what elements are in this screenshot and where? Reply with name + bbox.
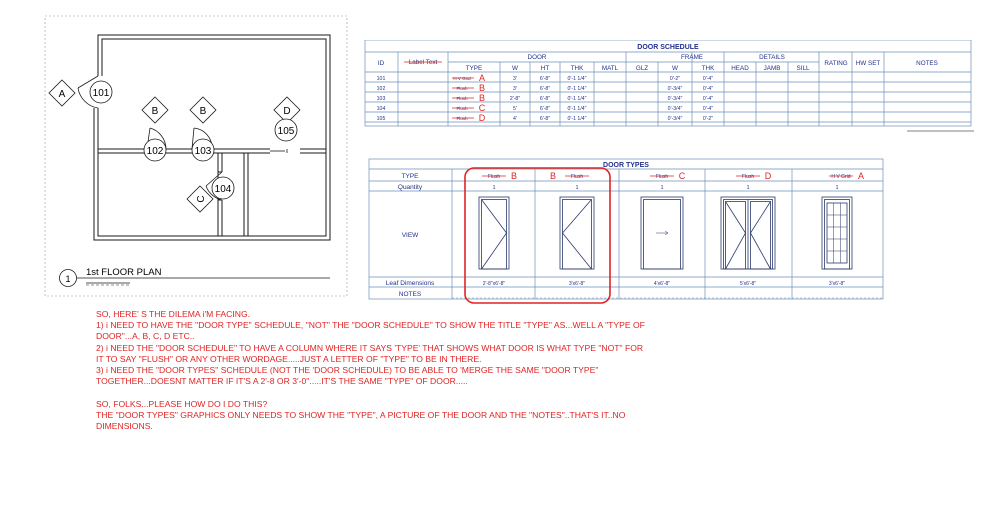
cell-w: 5' bbox=[513, 106, 517, 112]
door-tag-b-102-label: B bbox=[151, 106, 159, 117]
door-elevation bbox=[822, 197, 852, 269]
leaf-dimension: 3'x6'-8" bbox=[568, 281, 586, 287]
door-number-103[interactable] bbox=[192, 139, 214, 161]
type-name: Flush bbox=[741, 174, 755, 180]
door-tag-b-103-label: B bbox=[199, 106, 207, 117]
door-tag-c[interactable] bbox=[187, 186, 213, 212]
cell-type: H V Grid bbox=[453, 76, 471, 81]
cell-id: 101 bbox=[376, 76, 386, 82]
cell-thk: 0'-1 1/4" bbox=[567, 96, 587, 102]
door-types-title: DOOR TYPES bbox=[603, 162, 649, 169]
type-quantity: 1 bbox=[835, 185, 839, 191]
schedule-row[interactable] bbox=[377, 103, 714, 113]
cell-ht: 6'-8" bbox=[539, 106, 551, 112]
cell-type-letter: C bbox=[478, 103, 486, 113]
cell-type-letter: B bbox=[478, 93, 486, 103]
door-number-103-label: 103 bbox=[194, 146, 212, 157]
leaf-dimension: 4'x6'-8" bbox=[653, 281, 671, 287]
col-notes: NOTES bbox=[916, 60, 938, 67]
cell-thk: 0'-1 1/4" bbox=[567, 106, 587, 112]
col-sill: SILL bbox=[796, 65, 810, 72]
col-frame-thk: THK bbox=[701, 65, 715, 72]
cell-frame-w: 0'-2" bbox=[669, 76, 681, 82]
group-details: DETAILS bbox=[759, 54, 785, 61]
cell-id: 103 bbox=[376, 96, 386, 102]
row-label-type: TYPE bbox=[401, 173, 419, 180]
cell-ht: 6'-8" bbox=[539, 76, 551, 82]
question-notes bbox=[96, 309, 736, 432]
cell-frame-w: 0'-3/4" bbox=[667, 116, 683, 122]
leaf-dimension: 2'-8"x6'-8" bbox=[482, 281, 506, 287]
cell-frame-thk: 0'-4" bbox=[702, 86, 714, 92]
col-glz: GLZ bbox=[635, 65, 649, 72]
cell-thk: 0'-1 1/4" bbox=[567, 86, 587, 92]
schedule-row[interactable] bbox=[377, 93, 714, 103]
door-schedule-title: DOOR SCHEDULE bbox=[637, 44, 699, 51]
cell-type: Flush bbox=[456, 86, 468, 91]
cell-type: Flush bbox=[456, 96, 468, 101]
door-type-columns bbox=[479, 171, 864, 287]
cell-w: 3' bbox=[513, 76, 517, 82]
door-number-101-label: 101 bbox=[92, 88, 110, 99]
cell-frame-w: 0'-3/4" bbox=[667, 96, 683, 102]
view-title-text: 1st FLOOR PLAN bbox=[86, 267, 162, 278]
leaf-dimension: 5'x6'-8" bbox=[739, 281, 757, 287]
door-number-102-label: 102 bbox=[146, 146, 164, 157]
type-quantity: 1 bbox=[746, 185, 750, 191]
note-line: DOOR"...A, B, C, D ETC.. bbox=[96, 331, 195, 342]
interior-walls bbox=[98, 149, 326, 236]
cell-type-letter: A bbox=[478, 73, 486, 83]
view-title[interactable] bbox=[60, 267, 331, 287]
cell-frame-thk: 0'-4" bbox=[702, 76, 714, 82]
cell-ht: 6'-8" bbox=[539, 86, 551, 92]
door-schedule-rows bbox=[377, 73, 714, 123]
note-line bbox=[96, 387, 736, 398]
view-number: 1 bbox=[65, 274, 71, 284]
door-type-column[interactable] bbox=[822, 171, 864, 287]
cell-w: 3' bbox=[513, 86, 517, 92]
type-name: Flush bbox=[655, 174, 669, 180]
cell-frame-thk: 0'-2" bbox=[702, 116, 714, 122]
door-elevation bbox=[479, 197, 509, 269]
cell-frame-w: 0'-3/4" bbox=[667, 86, 683, 92]
door-tag-b-102[interactable] bbox=[142, 97, 168, 123]
cell-ht: 6'-8" bbox=[539, 96, 551, 102]
type-letter: A bbox=[857, 171, 865, 181]
type-name: H V Grid bbox=[831, 174, 851, 180]
cell-thk: 0'-1 1/4" bbox=[567, 116, 587, 122]
row-label-quantity: Quantity bbox=[397, 184, 423, 191]
col-jamb: JAMB bbox=[763, 65, 781, 72]
door-type-column[interactable] bbox=[479, 171, 517, 287]
schedule-row[interactable] bbox=[377, 73, 714, 83]
col-thk: THK bbox=[570, 65, 584, 72]
type-name: Flush bbox=[487, 174, 501, 180]
col-frame-w: W bbox=[672, 65, 678, 72]
door-elevation bbox=[721, 197, 775, 269]
type-letter: B bbox=[549, 171, 557, 181]
group-frame: FRAME bbox=[680, 54, 704, 61]
cell-frame-thk: 0'-4" bbox=[702, 96, 714, 102]
door-elevation bbox=[560, 197, 594, 269]
col-head: HEAD bbox=[731, 65, 749, 72]
door-schedule bbox=[362, 40, 974, 135]
door-tag-b-103[interactable] bbox=[190, 97, 216, 123]
door-elevation bbox=[641, 197, 683, 269]
row-label-leaf: Leaf Dimensions bbox=[385, 280, 435, 287]
type-name: Flush bbox=[570, 174, 584, 180]
door-number-105-label: 105 bbox=[277, 126, 295, 137]
cell-type: Flush bbox=[456, 116, 468, 121]
door-tag-a[interactable] bbox=[49, 80, 75, 106]
door-number-104[interactable] bbox=[212, 177, 234, 199]
group-door: DOOR bbox=[527, 54, 547, 61]
cell-type: Flush bbox=[456, 106, 468, 111]
schedule-row[interactable] bbox=[377, 113, 714, 123]
door-types-schedule bbox=[366, 157, 886, 307]
type-quantity: 1 bbox=[575, 185, 579, 191]
cell-type-letter: D bbox=[478, 113, 486, 123]
note-line: 2) i NEED THE "DOOR SCHEDULE" TO HAVE A COLUMN WHERE IT SAYS 'TYPE' THAT SHOWS WHAT DOOR IS WHAT TYPE "NOT" FOR bbox=[96, 342, 644, 353]
schedule-row[interactable] bbox=[377, 83, 714, 93]
door-number-104-label: 104 bbox=[214, 184, 232, 195]
door-tag-d-label: D bbox=[283, 106, 291, 117]
type-letter: D bbox=[764, 171, 772, 181]
door-tag-a-label: A bbox=[58, 89, 66, 100]
note-line: 1) i NEED TO HAVE THE "DOOR TYPE" SCHEDULE, "NOT" THE "DOOR SCHEDULE" TO SHOW THE TITLE "TYPE" AS...WELL A "TYPE OF bbox=[96, 320, 645, 331]
type-quantity: 1 bbox=[492, 185, 496, 191]
door-number-102[interactable] bbox=[144, 139, 166, 161]
door-type-column[interactable] bbox=[641, 171, 686, 287]
note-line: THE "DOOR TYPES" GRAPHICS ONLY NEEDS TO SHOW THE "TYPE", A PICTURE OF THE DOOR AND THE "NOTES"..THAT'S IT..NO bbox=[96, 409, 626, 420]
door-type-column[interactable] bbox=[721, 171, 775, 287]
door-number-101[interactable] bbox=[90, 81, 112, 103]
col-label-text: Label Text bbox=[408, 59, 438, 66]
row-label-notes: NOTES bbox=[398, 291, 422, 298]
door-tag-c-label: C bbox=[196, 195, 207, 203]
cell-frame-thk: 0'-4" bbox=[702, 106, 714, 112]
exterior-walls bbox=[94, 35, 330, 240]
col-ht: HT bbox=[540, 65, 550, 72]
col-rating: RATING bbox=[824, 60, 848, 67]
col-id: ID bbox=[377, 60, 385, 67]
cell-ht: 6'-8" bbox=[539, 116, 551, 122]
door-number-105[interactable] bbox=[275, 119, 297, 141]
note-line: SO, FOLKS...PLEASE HOW DO I DO THIS? bbox=[96, 398, 268, 409]
note-line: 3) i NEED THE "DOOR TYPES" SCHEDULE (NOT THE 'DOOR SCHEDULE) TO BE ABLE TO 'MERGE THE SAME "DOOR TYPE" bbox=[96, 365, 599, 376]
col-w: W bbox=[512, 65, 518, 72]
cell-id: 105 bbox=[376, 116, 386, 122]
cell-type-letter: B bbox=[478, 83, 486, 93]
type-quantity: 1 bbox=[660, 185, 664, 191]
cell-w: 4' bbox=[513, 116, 517, 122]
door-type-column[interactable] bbox=[550, 171, 594, 287]
cell-id: 104 bbox=[376, 106, 386, 112]
cell-thk: 0'-1 1/4" bbox=[567, 76, 587, 82]
type-letter: B bbox=[510, 171, 518, 181]
row-label-view: VIEW bbox=[401, 232, 419, 239]
col-matl: MATL bbox=[601, 65, 619, 72]
floor-plan bbox=[0, 0, 360, 300]
leaf-dimension: 3'x6'-8" bbox=[828, 281, 846, 287]
note-line: IT TO SAY "FLUSH" OR ANY OTHER WORDAGE.....JUST A LETTER OF "TYPE" TO BE IN THERE. bbox=[96, 353, 482, 364]
type-letter: C bbox=[678, 171, 686, 181]
col-hw-set: HW SET bbox=[855, 60, 881, 67]
note-line: DIMENSIONS. bbox=[96, 421, 153, 432]
cell-w: 2'-8" bbox=[509, 96, 521, 102]
cell-id: 102 bbox=[376, 86, 386, 92]
note-line: TOGETHER...DOESNT MATTER IF IT'S A 2'-8 OR 3'-0".....IT'S THE SAME "TYPE" OF DOOR..... bbox=[96, 376, 468, 387]
col-type: TYPE bbox=[465, 65, 483, 72]
note-line: SO, HERE' S THE DILEMA i'M FACING. bbox=[96, 309, 251, 319]
cell-frame-w: 0'-3/4" bbox=[667, 106, 683, 112]
